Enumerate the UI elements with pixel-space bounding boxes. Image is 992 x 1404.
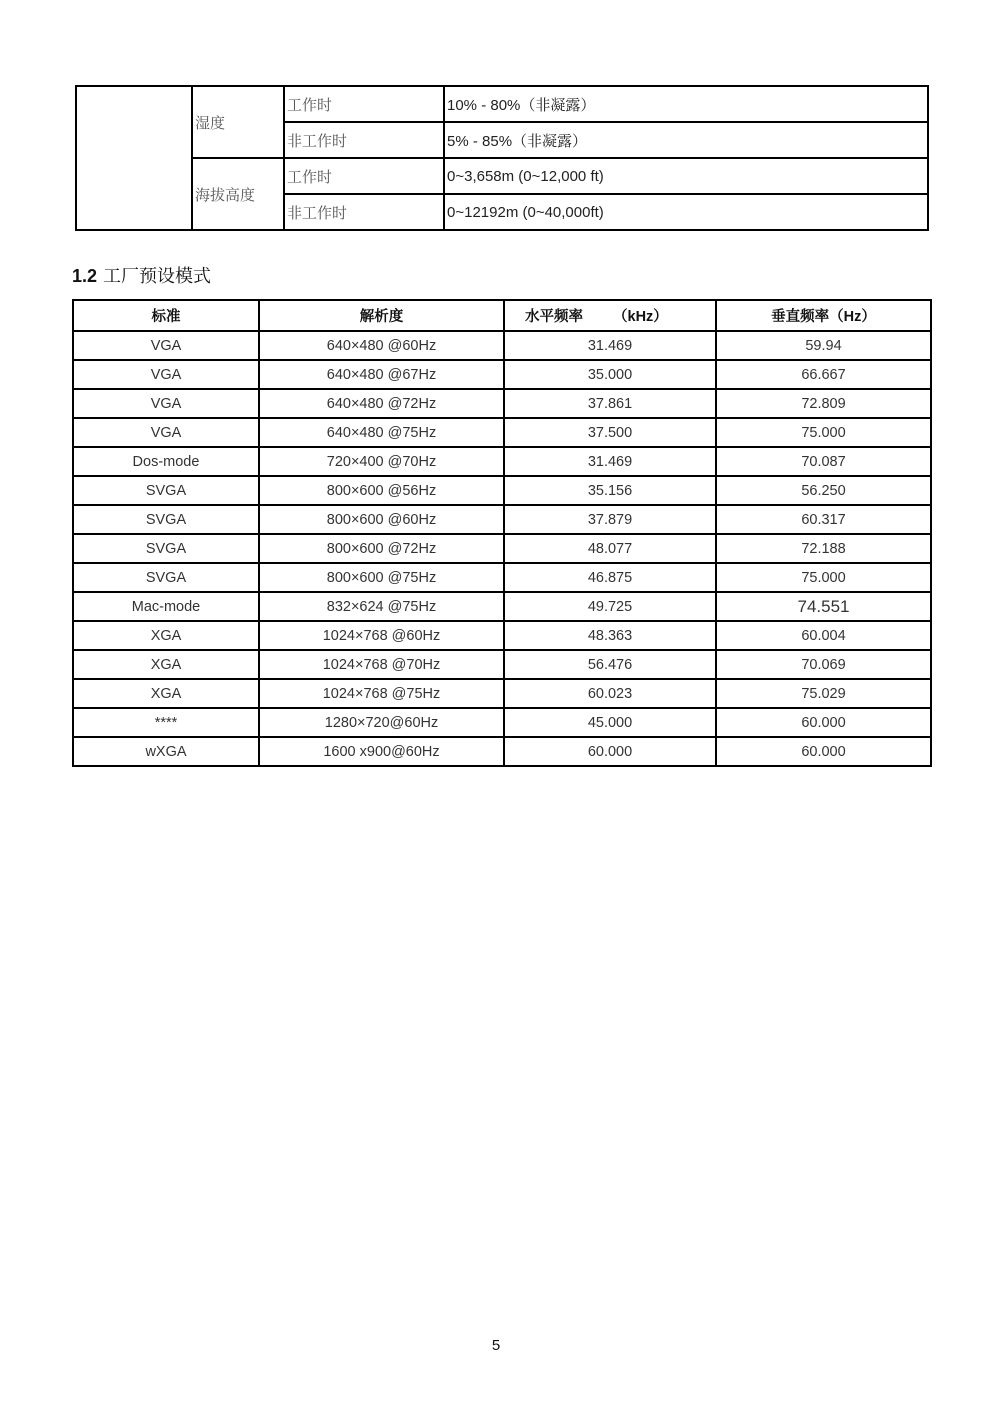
altitude-non-operating-label: 非工作时 bbox=[284, 194, 444, 230]
altitude-operating-label: 工作时 bbox=[284, 158, 444, 194]
table-row bbox=[73, 360, 931, 389]
cell-v-freq: 74.551 bbox=[716, 592, 931, 621]
table-row bbox=[73, 650, 931, 679]
cell-resolution: 720×400 @70Hz bbox=[259, 447, 504, 476]
table-row bbox=[73, 534, 931, 563]
humidity-operating-value: 10% - 80%（非凝露） bbox=[444, 86, 928, 122]
cell-standard: Mac-mode bbox=[73, 592, 259, 621]
section-title: 工厂预设模式 bbox=[103, 266, 212, 286]
cell-resolution: 1024×768 @70Hz bbox=[259, 650, 504, 679]
cell-resolution: 1024×768 @75Hz bbox=[259, 679, 504, 708]
table-row bbox=[73, 331, 931, 360]
altitude-operating-value: 0~3,658m (0~12,000 ft) bbox=[444, 158, 928, 194]
section-heading bbox=[72, 262, 211, 288]
cell-resolution: 832×624 @75Hz bbox=[259, 592, 504, 621]
cell-standard: SVGA bbox=[73, 505, 259, 534]
header-h-freq-label: 水平频率 bbox=[525, 309, 583, 325]
environment-spec-table bbox=[75, 85, 929, 231]
cell-h-freq: 56.476 bbox=[504, 650, 716, 679]
cell-standard: SVGA bbox=[73, 563, 259, 592]
cell-v-freq: 60.317 bbox=[716, 505, 931, 534]
cell-standard: VGA bbox=[73, 360, 259, 389]
table-row bbox=[73, 563, 931, 592]
cell-standard: Dos-mode bbox=[73, 447, 259, 476]
header-standard: 标准 bbox=[73, 300, 259, 331]
cell-h-freq: 45.000 bbox=[504, 708, 716, 737]
cell-resolution: 1600 x900@60Hz bbox=[259, 737, 504, 766]
table-row bbox=[73, 621, 931, 650]
cell-h-freq: 49.725 bbox=[504, 592, 716, 621]
cell-v-freq: 75.000 bbox=[716, 563, 931, 592]
cell-standard: VGA bbox=[73, 418, 259, 447]
cell-v-freq: 70.069 bbox=[716, 650, 931, 679]
cell-v-freq: 60.000 bbox=[716, 737, 931, 766]
cell-v-freq: 60.004 bbox=[716, 621, 931, 650]
cell-resolution: 640×480 @75Hz bbox=[259, 418, 504, 447]
cell-h-freq: 46.875 bbox=[504, 563, 716, 592]
header-resolution: 解析度 bbox=[259, 300, 504, 331]
cell-h-freq: 60.000 bbox=[504, 737, 716, 766]
table-row bbox=[73, 418, 931, 447]
cell-h-freq: 48.077 bbox=[504, 534, 716, 563]
cell-h-freq: 35.156 bbox=[504, 476, 716, 505]
cell-resolution: 1024×768 @60Hz bbox=[259, 621, 504, 650]
humidity-operating-row bbox=[76, 86, 928, 122]
cell-h-freq: 48.363 bbox=[504, 621, 716, 650]
humidity-label: 湿度 bbox=[192, 86, 284, 158]
cell-v-freq: 66.667 bbox=[716, 360, 931, 389]
cell-standard: SVGA bbox=[73, 476, 259, 505]
table-row bbox=[73, 737, 931, 766]
cell-v-freq: 72.809 bbox=[716, 389, 931, 418]
table-row bbox=[73, 708, 931, 737]
cell-v-freq: 56.250 bbox=[716, 476, 931, 505]
header-h-freq-unit: （kHz） bbox=[613, 309, 668, 325]
cell-resolution: 800×600 @75Hz bbox=[259, 563, 504, 592]
cell-h-freq: 37.879 bbox=[504, 505, 716, 534]
cell-standard: XGA bbox=[73, 650, 259, 679]
table-row bbox=[73, 389, 931, 418]
cell-h-freq: 31.469 bbox=[504, 331, 716, 360]
preset-modes-table bbox=[72, 299, 932, 767]
cell-v-freq: 75.000 bbox=[716, 418, 931, 447]
altitude-non-operating-value: 0~12192m (0~40,000ft) bbox=[444, 194, 928, 230]
cell-v-freq: 59.94 bbox=[716, 331, 931, 360]
cell-resolution: 640×480 @67Hz bbox=[259, 360, 504, 389]
cell-resolution: 1280×720@60Hz bbox=[259, 708, 504, 737]
cell-standard: XGA bbox=[73, 621, 259, 650]
table-row bbox=[73, 447, 931, 476]
cell-resolution: 800×600 @60Hz bbox=[259, 505, 504, 534]
cell-h-freq: 60.023 bbox=[504, 679, 716, 708]
cell-standard: XGA bbox=[73, 679, 259, 708]
cell-h-freq: 35.000 bbox=[504, 360, 716, 389]
preset-table-body bbox=[73, 331, 931, 766]
cell-h-freq: 31.469 bbox=[504, 447, 716, 476]
header-horizontal-frequency bbox=[504, 300, 716, 331]
page-number: 5 bbox=[491, 1337, 501, 1354]
cell-standard: **** bbox=[73, 708, 259, 737]
table-row bbox=[73, 592, 931, 621]
cell-v-freq: 60.000 bbox=[716, 708, 931, 737]
cell-standard: VGA bbox=[73, 389, 259, 418]
altitude-operating-row bbox=[76, 158, 928, 194]
altitude-label: 海拔高度 bbox=[192, 158, 284, 230]
table-row bbox=[73, 679, 931, 708]
env-blank-cell bbox=[76, 86, 192, 230]
humidity-non-operating-label: 非工作时 bbox=[284, 122, 444, 158]
cell-h-freq: 37.861 bbox=[504, 389, 716, 418]
humidity-operating-label: 工作时 bbox=[284, 86, 444, 122]
cell-v-freq: 75.029 bbox=[716, 679, 931, 708]
cell-h-freq: 37.500 bbox=[504, 418, 716, 447]
humidity-non-operating-value: 5% - 85%（非凝露） bbox=[444, 122, 928, 158]
table-row bbox=[73, 476, 931, 505]
cell-v-freq: 72.188 bbox=[716, 534, 931, 563]
cell-resolution: 800×600 @72Hz bbox=[259, 534, 504, 563]
cell-resolution: 640×480 @60Hz bbox=[259, 331, 504, 360]
cell-resolution: 640×480 @72Hz bbox=[259, 389, 504, 418]
section-number: 1.2 bbox=[72, 266, 98, 286]
cell-standard: wXGA bbox=[73, 737, 259, 766]
cell-standard: SVGA bbox=[73, 534, 259, 563]
header-vertical-frequency: 垂直频率（Hz） bbox=[716, 300, 931, 331]
table-row bbox=[73, 505, 931, 534]
cell-standard: VGA bbox=[73, 331, 259, 360]
cell-v-freq: 70.087 bbox=[716, 447, 931, 476]
preset-header-row bbox=[73, 300, 931, 331]
cell-resolution: 800×600 @56Hz bbox=[259, 476, 504, 505]
